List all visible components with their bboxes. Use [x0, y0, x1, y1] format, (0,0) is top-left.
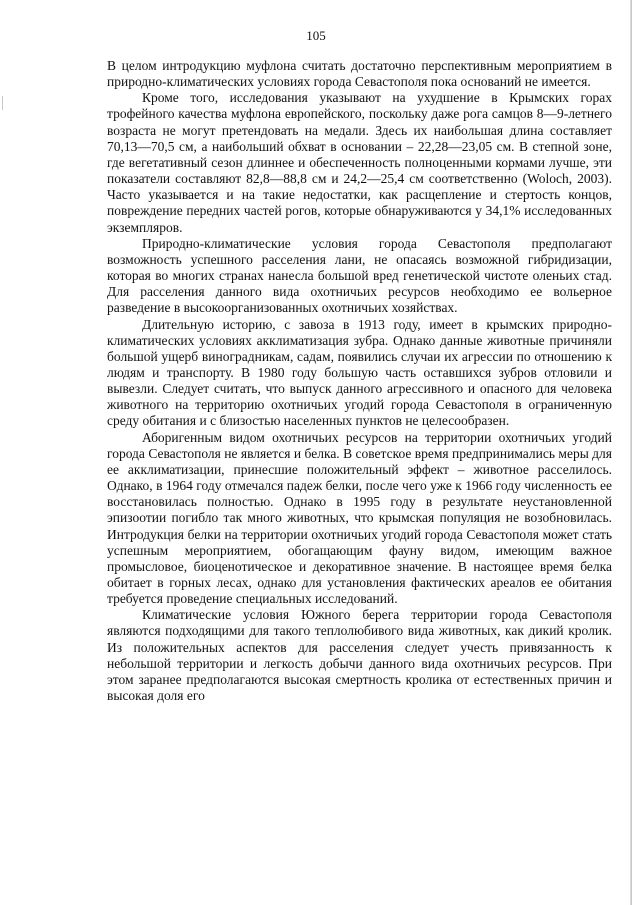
paragraph-mouflon-trophy: Кроме того, исследования указывают на ухудшение в Крымских горах трофейного качества муфлона европейского, поскольку даже рога самцов 8—9-летнего возраста не могут претендовать на медали. Здесь их наибольшая длина составляет 70,13—70,5 см, а наибольший обхват в основании – 22,28—23,05 см. В степной зоне, где вегетативный сезон длиннее и обеспеченность полноценными кормами лучше, эти показатели составляют 82,8—88,8 см и 24,2—25,4 см соответственно (Woloch, 2003). Часто указывается и на такие недостатки, как расщепление и стертость концов, повреждение передних частей рогов, которые обнаруживаются у 34,1% исследованных экземпляров.: [107, 90, 612, 235]
paragraph-mouflon-conclusion: В целом интродукцию муфлона считать достаточно перспективным мероприятием в природно-климатических условиях города Севастополя пока оснований не имеется.: [107, 58, 612, 90]
scan-margin-mark: [2, 96, 3, 110]
body-text: [107, 58, 612, 704]
paragraph-bison: Длительную историю, с завоза в 1913 году, имеет в крымских природно-климатических условиях акклиматизация зубра. Однако данные животные причиняли большой ущерб виноградникам, садам, появились случаи их агрессии по отношению к людям и транспорту. В 1980 году большую часть оставшихся зубров отловили и вывезли. Следует считать, что выпуск данного агрессивного и опасного для человека животного на территорию охотничьих угодий города Севастополя в ограниченную среду обитания и с близостью населенных пунктов не целесообразен.: [107, 316, 612, 429]
paragraph-squirrel: Аборигенным видом охотничьих ресурсов на территории охотничьих угодий города Севастополя не является и белка. В советское время предпринимались меры для ее акклиматизации, принесшие положительный эффект – животное расселилось. Однако, в 1964 году отмечался падеж белки, после чего уже к 1966 году численность ее восстановилась полностью. Однако в 1995 году в результате неустановленной эпизоотии погибло так много животных, что крымская популяция не возобновилась. Интродукция белки на территории охотничьих угодий города Севастополя может стать успешным мероприятием, обогащающим фауну видом, имеющим важное промысловое, биоценотическое и декоративное значение. В настоящее время белка обитает в горных лесах, однако для установления фактических ареалов ее обитания требуется проведение специальных исследований.: [107, 429, 612, 607]
page-number: 105: [306, 28, 326, 43]
paragraph-rabbit: Климатические условия Южного берега территории города Севастополя являются подходящими для такого теплолюбивого вида животных, как дикий кролик. Из положительных аспектов для расселения следует учесть привязанность к небольшой территории и легкость добычи данного вида охотничьих ресурсов. При этом заранее предполагаются высокая смертность кролика от естественных причин и высокая доля его: [107, 607, 612, 704]
paragraph-fallow-deer: Природно-климатические условия города Севастополя предполагают возможность успешного расселения лани, не опасаясь возможной гибридизации, которая во многих странах нанесла большой вред генетической чистоте оленьих стад. Для расселения данного вида охотничьих ресурсов необходимо ее вольерное разведение в высокоорганизованных охотничьих хозяйствах.: [107, 235, 612, 316]
